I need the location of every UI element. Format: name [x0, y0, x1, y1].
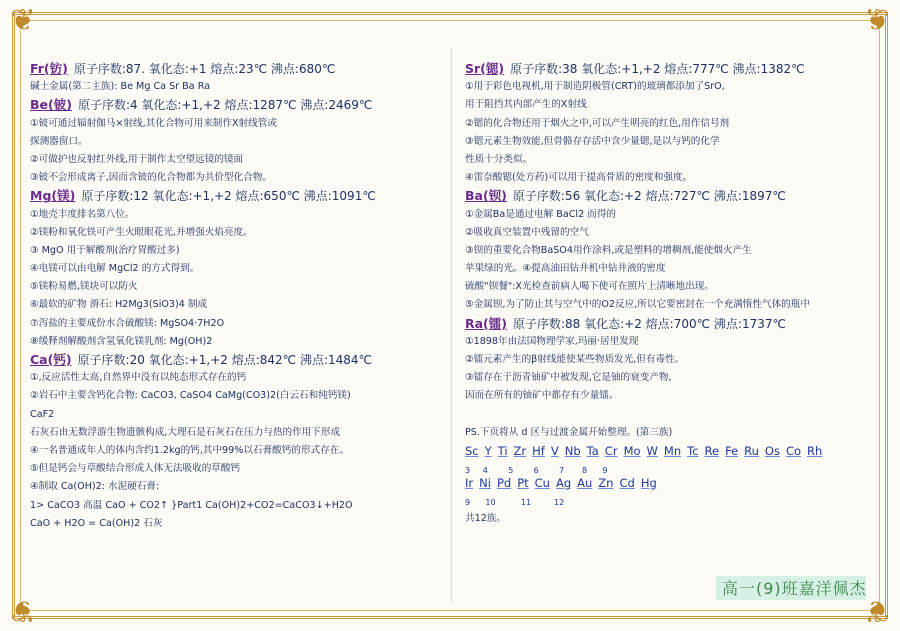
element-symbol: Os: [764, 443, 780, 458]
element-symbol: Sc: [465, 443, 479, 458]
group-total: 共12族。: [465, 512, 506, 524]
note-text: ⑦泻盐的主要成份水合硫酸镁: MgSO4·7H2O: [30, 317, 225, 329]
note-text: 原子序数:12 氧化态:+1,+2 熔点:650℃ 沸点:1091℃: [81, 189, 376, 204]
note-text: 石灰石由无数浮游生物遗骸构成,大理石是石灰石在压力与热的作用下形成: [30, 426, 341, 438]
note-text: ①金属Ba是通过电解 BaCl2 而得的: [465, 208, 617, 220]
note-text: PS.下页将从 d 区与过渡金属开始整理。(第三族): [465, 426, 673, 438]
note-line: [30, 387, 442, 405]
note-line: [30, 169, 442, 187]
note-text: ①地壳丰度排名第八位。: [30, 208, 135, 220]
element-symbol: Be(铍): [30, 97, 72, 113]
corner-ornament-icon: ❦: [864, 3, 890, 38]
note-text: ①,反应活性太高,自然界中没有以纯态形式存在的钙: [30, 372, 247, 384]
note-text: 原子序数:56 氧化态:+2 熔点:727℃ 沸点:1897℃: [512, 189, 786, 204]
note-text: ⑤金属钡,为了防止其与空气中的O2反应,所以它要密封在一个充满惰性气体的瓶中: [465, 299, 810, 311]
note-text: 硫酸"钡餐":X光检查前病人喝下使可在照片上清晰地出现。: [465, 281, 714, 293]
note-text: CaO + H2O = Ca(OH)2 石灰: [30, 517, 163, 529]
element-symbol: V: [550, 443, 559, 458]
element-symbol: Ba(钡): [465, 188, 507, 204]
note-line: [465, 206, 875, 224]
element-symbol: Ni: [479, 475, 491, 490]
note-line: [30, 260, 442, 278]
corner-ornament-icon: ❦: [10, 3, 36, 38]
element-heading: [30, 96, 442, 114]
note-text: ⑤镁粉易燃,镁块可以防火: [30, 281, 138, 293]
note-line: [30, 515, 442, 533]
note-line: [30, 497, 442, 515]
corner-ornament-icon: ❦: [864, 593, 890, 628]
note-text: ⑧缓释剂解酸剂含氢氧化镁乳剂: Mg(OH)2: [30, 335, 213, 347]
note-line: [465, 333, 875, 351]
note-text: 因而在所有的铀矿中都存有少量镭。: [465, 390, 619, 402]
element-symbol: Rh: [807, 443, 823, 458]
note-text: 原子序数:20 氧化态:+1,+2 熔点:842℃ 沸点:1484℃: [77, 353, 373, 367]
note-text: ②镁粉和氧化铁可产生火眼眼花光,并增强火焰亮度。: [30, 226, 253, 238]
note-line: [465, 96, 875, 114]
element-symbol: Re: [704, 443, 720, 458]
element-symbol: Pd: [496, 475, 512, 490]
note-text: ①1898年由法国物理学家,玛丽·居里发现: [465, 335, 639, 347]
note-line: [30, 296, 442, 314]
group-numbers-row-1: 3 4 5 6 7 8 9: [465, 465, 608, 475]
group-numbers-row-2: 9 10 11 12: [465, 497, 565, 507]
transition-metals-row-2: [465, 474, 875, 494]
element-symbol: Ti: [497, 443, 508, 458]
element-symbol: Pt: [517, 475, 529, 490]
note-text: 用于阻挡其内部产生的X射线: [465, 99, 587, 111]
element-symbol: Hg: [640, 475, 657, 490]
note-line: [30, 442, 442, 460]
note-line: [30, 315, 442, 333]
element-symbol: Zr: [513, 443, 527, 458]
element-symbol: Mn: [663, 443, 682, 458]
element-symbol: Mg(镁): [30, 188, 76, 204]
note-text: ①用于彩色电视机,用于制造阴极管(CRT)的玻璃都添加了SrO,: [465, 81, 725, 93]
note-line: [30, 278, 442, 296]
note-text: ③锶元素生物效能,但骨骼存存活中含少量锶,是以与钙的化学: [465, 135, 720, 147]
note-text: CaF2: [30, 408, 55, 420]
element-heading: [30, 351, 442, 369]
right-lines: [465, 60, 875, 442]
note-line: [30, 242, 442, 260]
element-symbol: Ag: [555, 475, 572, 490]
note-text: 1> CaCO3 高温 CaO + CO2↑ }Part1 Ca(OH)2+CO2=CaCO3↓+H2O: [30, 499, 353, 511]
note-text: ⑥最软的矿物 滑石: H2Mg3(SiO3)4 制成: [30, 299, 208, 311]
element-symbol: Cu: [534, 475, 550, 490]
note-text: ②可做护也反射红外线,用于制作太空望远镜的镜面: [30, 153, 244, 165]
note-line: [465, 260, 875, 278]
author-signature: 高一(9)班嘉洋佩杰: [722, 579, 867, 598]
corner-ornament-icon: ❦: [10, 593, 36, 628]
note-line: [30, 406, 442, 424]
element-symbol: Y: [484, 443, 492, 458]
note-text: ③镭存在于沥青铀矿中被发现,它是铀的衰变产物,: [465, 372, 672, 384]
note-text: 原子序数:87. 氧化态:+1 熔点:23℃ 沸点:680℃: [73, 62, 336, 76]
note-text: ③ MgO 用于解酸剂(治疗胃酸过多): [30, 244, 180, 256]
element-symbol: Zn: [598, 475, 614, 490]
element-heading: [465, 187, 875, 205]
note-line: [465, 242, 875, 260]
element-symbol: Hf: [532, 443, 545, 458]
note-text: 性质十分类似。: [465, 153, 533, 165]
note-line: [30, 369, 442, 387]
transition-metals-row-1: [465, 442, 875, 462]
note-line: [30, 133, 442, 151]
element-heading: [30, 187, 442, 205]
note-text: ③铍不会形成离子,因而含铍的化合物都为共价型化合物。: [30, 172, 272, 184]
note-text: ②锶的化合物还用于烟火之中,可以产生明亮的红色,用作信号剂: [465, 117, 730, 129]
note-line: [30, 151, 442, 169]
element-symbol: Ta: [586, 443, 599, 458]
note-line: [465, 387, 875, 405]
note-line: [465, 406, 875, 424]
element-symbol: Fr(钫): [30, 61, 68, 76]
note-line: [465, 351, 875, 369]
note-text: ⑤但是钙会与草酸结合形成人体无法吸收的草酸钙: [30, 463, 241, 475]
note-text: 探测器窗口。: [30, 135, 88, 147]
right-column: [465, 60, 875, 528]
page-fold-divider: [451, 48, 452, 603]
element-symbol: Mo: [623, 443, 641, 458]
note-text: 原子序数:38 氧化态:+1,+2 熔点:777℃ 沸点:1382℃: [510, 62, 805, 76]
note-line: [465, 115, 875, 133]
note-text: ②吸收真空装置中残留的空气: [465, 226, 589, 238]
element-symbol: Sr(锶): [465, 61, 505, 76]
note-text: ④制取 Ca(OH)2: 水泥硬石膏:: [30, 481, 160, 493]
element-symbol: Ir: [465, 475, 474, 490]
element-symbol: Tc: [687, 443, 699, 458]
element-symbol: Au: [577, 475, 593, 490]
note-line: [30, 115, 442, 133]
note-text: ④电镁可以由电解 MgCl2 的方式得到。: [30, 263, 200, 275]
note-text: ②岩石中主要含钙化合物: CaCO3, CaSO4 CaMg(CO3)2(白云石和纯钙镁): [30, 390, 351, 402]
note-line: [465, 424, 875, 442]
note-text: ④一名普通成年人的体内含约1.2kg的钙,其中99%以石膏酸钙的形式存在。: [30, 444, 349, 456]
note-line: [465, 169, 875, 187]
note-line: [465, 296, 875, 314]
left-column: [30, 60, 442, 533]
note-line: [30, 206, 442, 224]
note-line: [30, 424, 442, 442]
note-line: [30, 460, 442, 478]
element-symbol: Ru: [744, 443, 759, 458]
note-line: [30, 333, 442, 351]
note-text: ①铍可通过辐射伽马×射线,其化合物可用来制作X射线管或: [30, 117, 277, 129]
note-text: ③钡的重要化合物BaSO4用作涂料,或是塑料的增稠剂,能使烟火产生: [465, 244, 752, 256]
note-text: 苹果绿的光。④提高油田钻井机中钻井液的密度: [465, 263, 666, 275]
element-symbol: Ra(镭): [465, 315, 507, 331]
element-heading: [30, 60, 442, 78]
element-symbol: Cd: [619, 475, 635, 490]
note-line: [30, 224, 442, 242]
note-text: ②镭元素产生的β射线能使某些物质发光,但有毒性。: [465, 354, 685, 365]
note-line: [30, 78, 442, 96]
element-symbol: Nb: [564, 443, 581, 458]
element-symbol: Ca(钙): [30, 352, 72, 367]
note-line: [465, 151, 875, 169]
element-heading: [465, 315, 875, 333]
note-line: [465, 133, 875, 151]
note-text: 原子序数:4 氧化态:+1,+2 熔点:1287℃ 沸点:2469℃: [77, 98, 373, 113]
element-symbol: Cr: [604, 443, 618, 458]
note-line: [465, 78, 875, 96]
note-line: [465, 278, 875, 296]
note-line: [465, 369, 875, 387]
note-line: [30, 478, 442, 496]
element-symbol: Co: [785, 443, 802, 458]
note-text: 碱土金属(第二主族): Be Mg Ca Sr Ba Ra: [30, 81, 211, 93]
note-text: ④雷奈酸锶(处方药)可以用于提高骨质的密度和强度。: [465, 172, 693, 184]
element-symbol: W: [646, 443, 658, 458]
note-line: [465, 224, 875, 242]
note-text: 原子序数:88 氧化态:+2 熔点:700℃ 沸点:1737℃: [513, 316, 786, 331]
element-heading: [465, 60, 875, 78]
element-symbol: Fe: [725, 443, 739, 458]
